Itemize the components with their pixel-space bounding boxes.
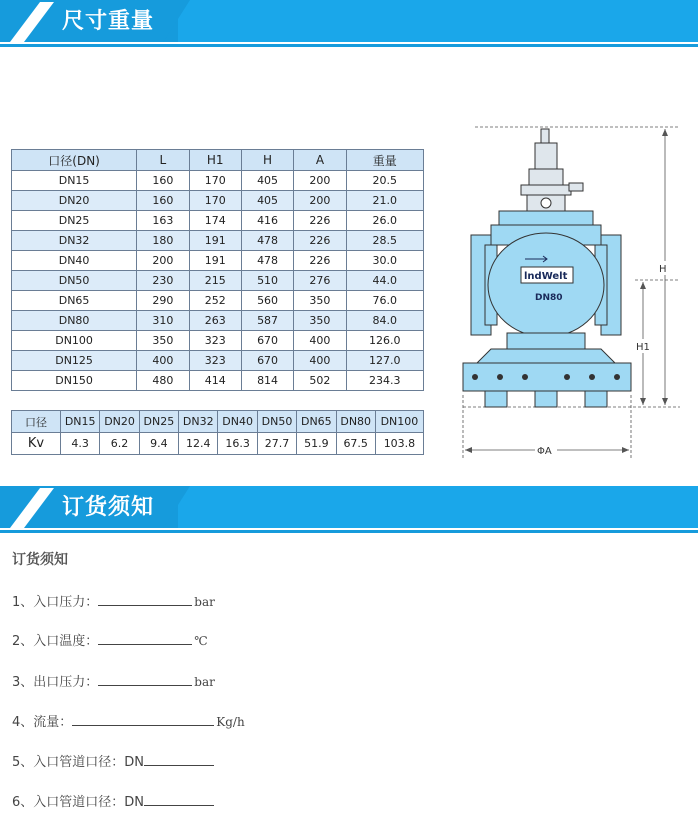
banner-strip-light [178, 486, 698, 528]
dimension-value-cell: 160 [137, 191, 189, 211]
dimension-size-cell: DN100 [12, 331, 137, 351]
order-item-label: 3、出口压力： [12, 675, 99, 690]
dimension-value-cell: 28.5 [346, 231, 423, 251]
dimension-value-cell: 814 [241, 371, 293, 391]
dimension-value-cell: 163 [137, 211, 189, 231]
dimension-table-row [12, 331, 424, 351]
banner-underline [0, 44, 698, 47]
kv-value-cell: 103.8 [375, 433, 423, 455]
dimension-value-cell: 200 [294, 171, 346, 191]
dimension-size-cell: DN40 [12, 251, 137, 271]
dimension-value-cell: 160 [137, 171, 189, 191]
dimension-table-row [12, 351, 424, 371]
banner-underline [0, 530, 698, 533]
dimension-value-cell: 414 [189, 371, 241, 391]
order-blank-field[interactable] [72, 713, 214, 726]
dimension-value-cell: 84.0 [346, 311, 423, 331]
kv-value-cell: 51.9 [297, 433, 336, 455]
dimension-table-row [12, 371, 424, 391]
dimension-table-row [12, 271, 424, 291]
dimension-size-cell: DN80 [12, 311, 137, 331]
dimension-value-cell: 350 [294, 311, 346, 331]
dimension-value-cell: 478 [241, 231, 293, 251]
kv-value-cell: 12.4 [179, 433, 218, 455]
dimension-value-cell: 21.0 [346, 191, 423, 211]
dimension-table [11, 149, 424, 391]
dimension-value-cell: 226 [294, 211, 346, 231]
order-item-flow [12, 711, 245, 730]
dimension-value-cell: 560 [241, 291, 293, 311]
order-blank-field[interactable] [98, 632, 192, 645]
kv-header-cell: DN25 [139, 411, 178, 433]
kv-value-cell: Kv [12, 433, 61, 455]
kv-value-cell: 16.3 [218, 433, 257, 455]
order-item-label: 5、入口管道口径：DN [12, 755, 145, 770]
dimensions-banner [0, 0, 698, 48]
order-item-label: 2、入口温度： [12, 634, 99, 649]
dimension-table-row [12, 311, 424, 331]
kv-value-cell: 67.5 [336, 433, 375, 455]
order-blank-field[interactable] [98, 593, 192, 606]
dimension-value-cell: 405 [241, 171, 293, 191]
dimension-size-cell: DN125 [12, 351, 137, 371]
order-item-unit: Kg/h [216, 715, 245, 729]
dimension-value-cell: 20.5 [346, 171, 423, 191]
order-item-unit: bar [194, 595, 215, 609]
dimension-value-cell: 44.0 [346, 271, 423, 291]
kv-value-cell: 9.4 [139, 433, 178, 455]
dimension-header-cell: 重量 [346, 150, 423, 171]
dimension-value-cell: 191 [189, 251, 241, 271]
kv-value-cell: 6.2 [100, 433, 139, 455]
valve-drawing [455, 125, 691, 465]
dimension-value-cell: 174 [189, 211, 241, 231]
brand-label: lndWelt [524, 271, 568, 282]
dimension-value-cell: 200 [137, 251, 189, 271]
dimension-value-cell: 76.0 [346, 291, 423, 311]
dimension-header-cell: 口径(DN) [12, 150, 137, 171]
dimension-value-cell: 126.0 [346, 331, 423, 351]
dimension-size-cell: DN25 [12, 211, 137, 231]
dimension-value-cell: 480 [137, 371, 189, 391]
dimension-value-cell: 170 [189, 191, 241, 211]
kv-header-cell: 口径 [12, 411, 61, 433]
order-item-inlet-pipe-size [12, 751, 216, 770]
dimension-table-header [12, 150, 424, 171]
kv-header-cell: DN50 [257, 411, 296, 433]
dimension-value-cell: 400 [137, 351, 189, 371]
order-blank-field[interactable] [144, 793, 214, 806]
order-item-outlet-pressure [12, 671, 215, 690]
dimension-value-cell: 502 [294, 371, 346, 391]
dimension-value-cell: 234.3 [346, 371, 423, 391]
order-item-unit: bar [194, 675, 215, 689]
dimension-table-row [12, 231, 424, 251]
dimension-value-cell: 670 [241, 331, 293, 351]
order-item-label: 4、流量： [12, 715, 73, 730]
section-title-dimensions: 尺寸重量 [62, 9, 155, 34]
dimension-size-cell: DN32 [12, 231, 137, 251]
dimension-value-cell: 350 [137, 331, 189, 351]
dimension-value-cell: 323 [189, 351, 241, 371]
order-item-label: 1、入口压力： [12, 595, 99, 610]
dimension-size-cell: DN15 [12, 171, 137, 191]
dimension-size-cell: DN20 [12, 191, 137, 211]
dimension-value-cell: 26.0 [346, 211, 423, 231]
kv-header-cell: DN15 [61, 411, 100, 433]
dimension-value-cell: 587 [241, 311, 293, 331]
dimension-table-row [12, 251, 424, 271]
dimension-value-cell: 230 [137, 271, 189, 291]
dimension-header-cell: A [294, 150, 346, 171]
order-heading: 订货须知 [12, 552, 68, 568]
dimension-value-cell: 226 [294, 251, 346, 271]
dimension-header-cell: H [241, 150, 293, 171]
dimension-value-cell: 215 [189, 271, 241, 291]
dimension-size-cell: DN65 [12, 291, 137, 311]
dimension-value-cell: 127.0 [346, 351, 423, 371]
order-blank-field[interactable] [144, 753, 214, 766]
banner-triangle-icon [10, 488, 54, 528]
dimension-value-cell: 290 [137, 291, 189, 311]
dimension-value-cell: 323 [189, 331, 241, 351]
dimension-value-cell: 510 [241, 271, 293, 291]
dimension-header-cell: L [137, 150, 189, 171]
dimension-value-cell: 670 [241, 351, 293, 371]
dimension-value-cell: 400 [294, 331, 346, 351]
order-item-inlet-temperature [12, 630, 208, 649]
dimension-table-row [12, 191, 424, 211]
dimension-header-cell: H1 [189, 150, 241, 171]
dimension-size-cell: DN50 [12, 271, 137, 291]
dimension-table-row [12, 171, 424, 191]
order-item-inlet-pressure [12, 591, 215, 610]
kv-header-cell: DN32 [179, 411, 218, 433]
dim-h1-label: H1 [636, 342, 650, 353]
order-item-unit: ℃ [194, 634, 208, 648]
banner-triangle-icon [10, 2, 54, 42]
dimension-value-cell: 30.0 [346, 251, 423, 271]
order-banner [0, 486, 698, 534]
dimension-value-cell: 180 [137, 231, 189, 251]
dimension-table-body [12, 171, 424, 391]
kv-table-header [12, 411, 424, 433]
kv-value-cell: 27.7 [257, 433, 296, 455]
dim-a-label: ΦA [537, 446, 552, 457]
dimension-value-cell: 350 [294, 291, 346, 311]
dimension-size-cell: DN150 [12, 371, 137, 391]
dimension-value-cell: 405 [241, 191, 293, 211]
section-title-order: 订货须知 [62, 495, 155, 520]
kv-table-row [12, 433, 424, 455]
dimension-value-cell: 226 [294, 231, 346, 251]
dimension-table-row [12, 211, 424, 231]
dimension-value-cell: 310 [137, 311, 189, 331]
kv-header-cell: DN100 [375, 411, 423, 433]
order-item-inlet-pipe-size-2 [12, 791, 216, 810]
kv-header-cell: DN20 [100, 411, 139, 433]
dim-h-label: H [659, 264, 667, 275]
dimension-value-cell: 478 [241, 251, 293, 271]
dimension-value-cell: 263 [189, 311, 241, 331]
dimension-value-cell: 191 [189, 231, 241, 251]
order-item-label: 6、入口管道口径：DN [12, 795, 145, 810]
dimension-table-row [12, 291, 424, 311]
dimension-value-cell: 252 [189, 291, 241, 311]
dimension-value-cell: 276 [294, 271, 346, 291]
kv-header-cell: DN65 [297, 411, 336, 433]
dimension-value-cell: 400 [294, 351, 346, 371]
kv-header-cell: DN40 [218, 411, 257, 433]
dimension-value-cell: 170 [189, 171, 241, 191]
dimension-value-cell: 200 [294, 191, 346, 211]
kv-table [11, 410, 424, 455]
valve-size-label: DN80 [535, 293, 563, 303]
dimension-value-cell: 416 [241, 211, 293, 231]
kv-header-cell: DN80 [336, 411, 375, 433]
order-blank-field[interactable] [98, 673, 192, 686]
kv-value-cell: 4.3 [61, 433, 100, 455]
banner-strip-light [178, 0, 698, 42]
